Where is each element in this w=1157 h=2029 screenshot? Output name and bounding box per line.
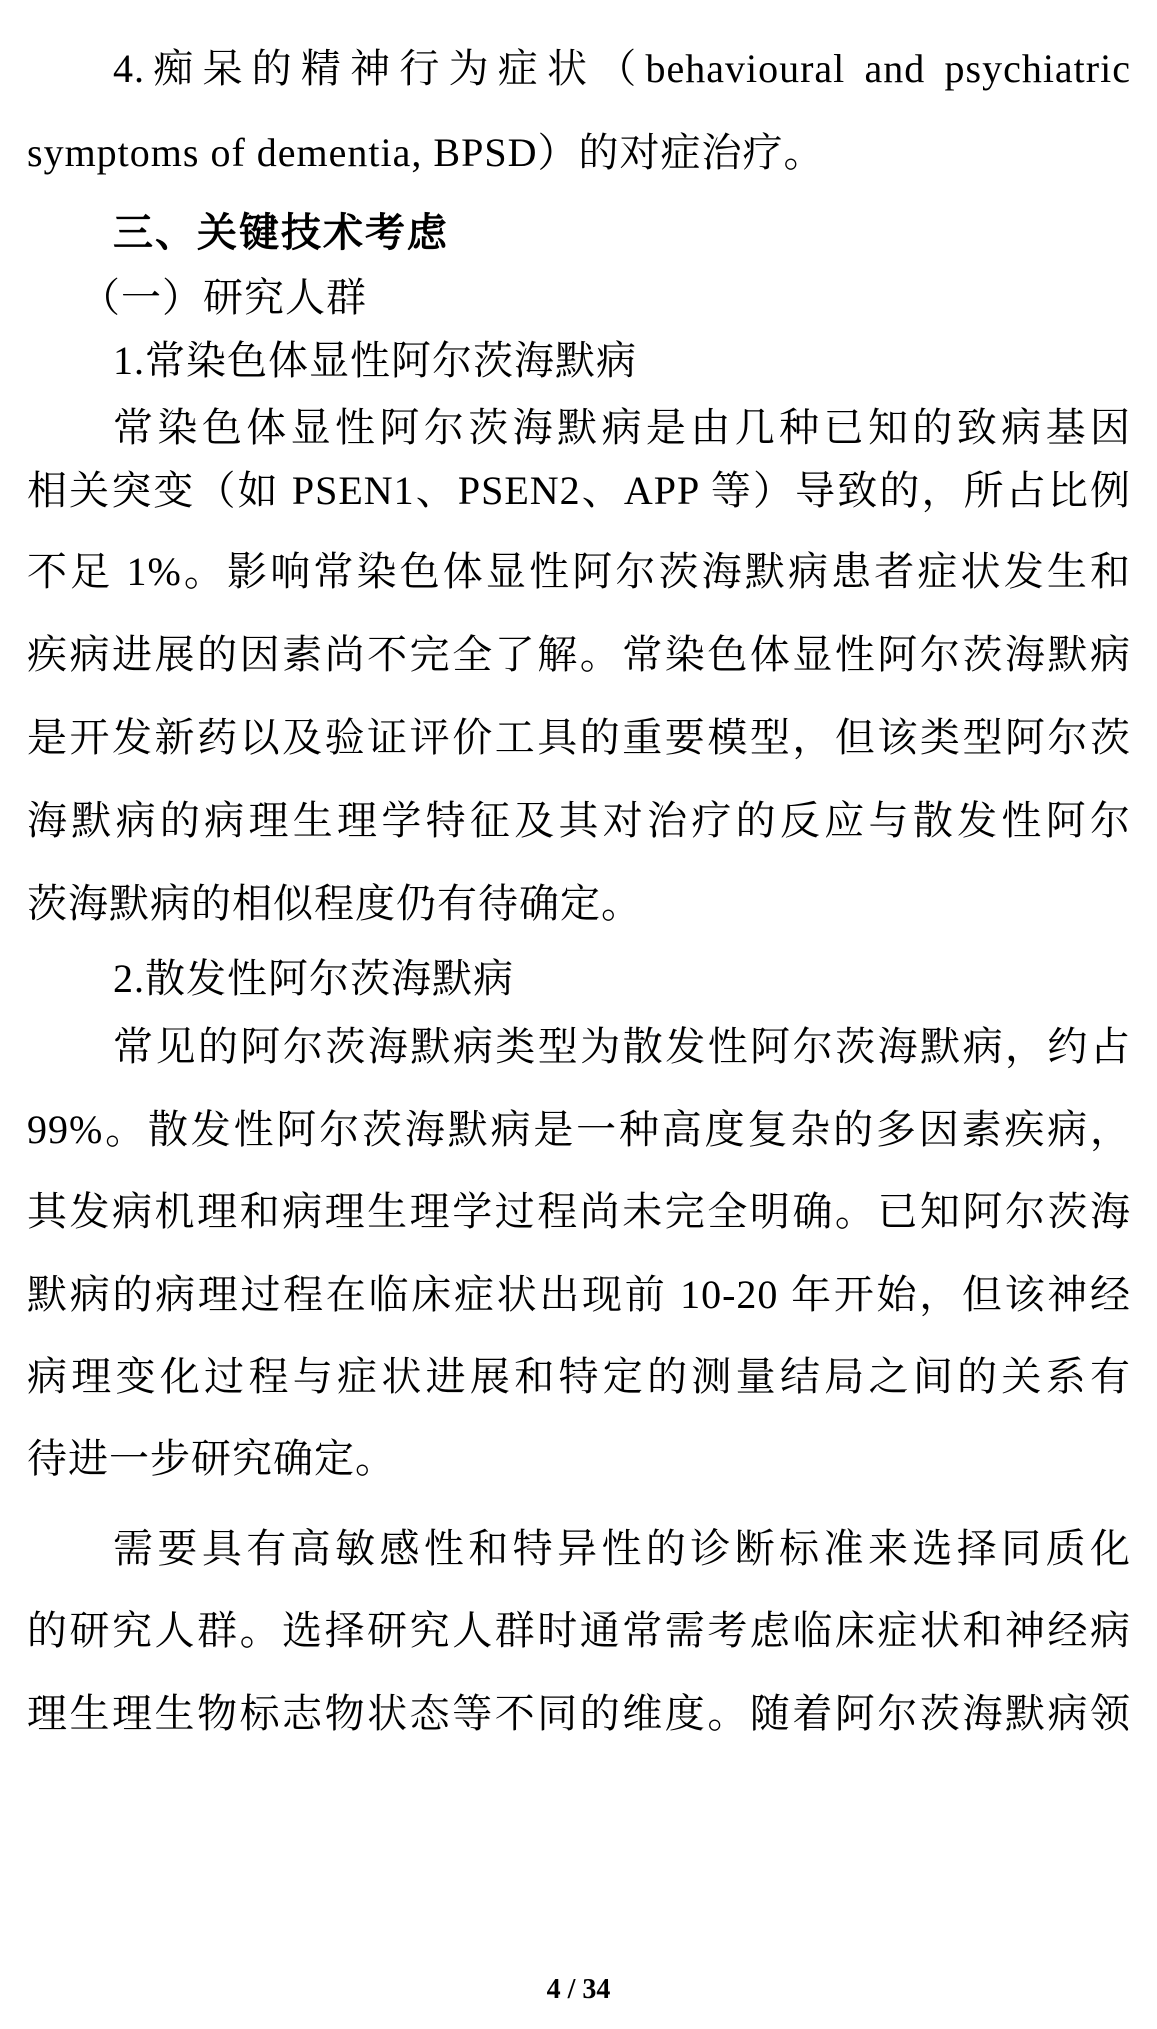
- paragraph-line: 是开发新药以及验证评价工具的重要模型，但该类型阿尔茨: [27, 715, 1131, 760]
- paragraph-line: 其发病机理和病理生理学过程尚未完全明确。已知阿尔茨海: [27, 1189, 1131, 1234]
- page-number: 4 / 34: [546, 1974, 611, 2005]
- paragraph-line: 疾病进展的因素尚不完全了解。常染色体显性阿尔茨海默病: [27, 632, 1131, 677]
- subsection-heading-study-population: （一）研究人群: [80, 275, 367, 320]
- paragraph-line: 的研究人群。选择研究人群时通常需考虑临床症状和神经病: [27, 1608, 1131, 1653]
- paragraph-line: 默病的病理过程在临床症状出现前 10-20 年开始，但该神经: [27, 1272, 1131, 1317]
- section-heading-key-technical-considerations: 三、关键技术考虑: [113, 210, 449, 256]
- paragraph-line: 常染色体显性阿尔茨海默病是由几种已知的致病基因: [113, 405, 1131, 450]
- paragraph-line: 不足 1%。影响常染色体显性阿尔茨海默病患者症状发生和: [27, 549, 1131, 594]
- paragraph-line: 茨海默病的相似程度仍有待确定。: [27, 881, 642, 926]
- subheading-autosomal-dominant-ad: 1.常染色体显性阿尔茨海默病: [113, 338, 637, 383]
- paragraph-line: 待进一步研究确定。: [27, 1436, 396, 1481]
- paragraph-line: 海默病的病理生理学特征及其对治疗的反应与散发性阿尔: [27, 798, 1131, 843]
- paragraph-line: 理生理生物标志物状态等不同的维度。随着阿尔茨海默病领: [27, 1691, 1131, 1736]
- paragraph-line: 99%。散发性阿尔茨海默病是一种高度复杂的多因素疾病，: [27, 1107, 1131, 1152]
- paragraph-line: 需要具有高敏感性和特异性的诊断标准来选择同质化: [113, 1526, 1131, 1571]
- list-item-bpsd: 4.痴呆的精神行为症状（behavioural and psychiatric: [113, 46, 1131, 91]
- paragraph-line: 常见的阿尔茨海默病类型为散发性阿尔茨海默病，约占: [113, 1024, 1131, 1069]
- subheading-sporadic-ad: 2.散发性阿尔茨海默病: [113, 956, 514, 1001]
- paragraph-line: 病理变化过程与症状进展和特定的测量结局之间的关系有: [27, 1354, 1131, 1399]
- paragraph-line: 相关突变（如 PSEN1、PSEN2、APP 等）导致的，所占比例: [27, 468, 1131, 513]
- list-item-bpsd-continued: symptoms of dementia, BPSD）的对症治疗。: [27, 130, 825, 175]
